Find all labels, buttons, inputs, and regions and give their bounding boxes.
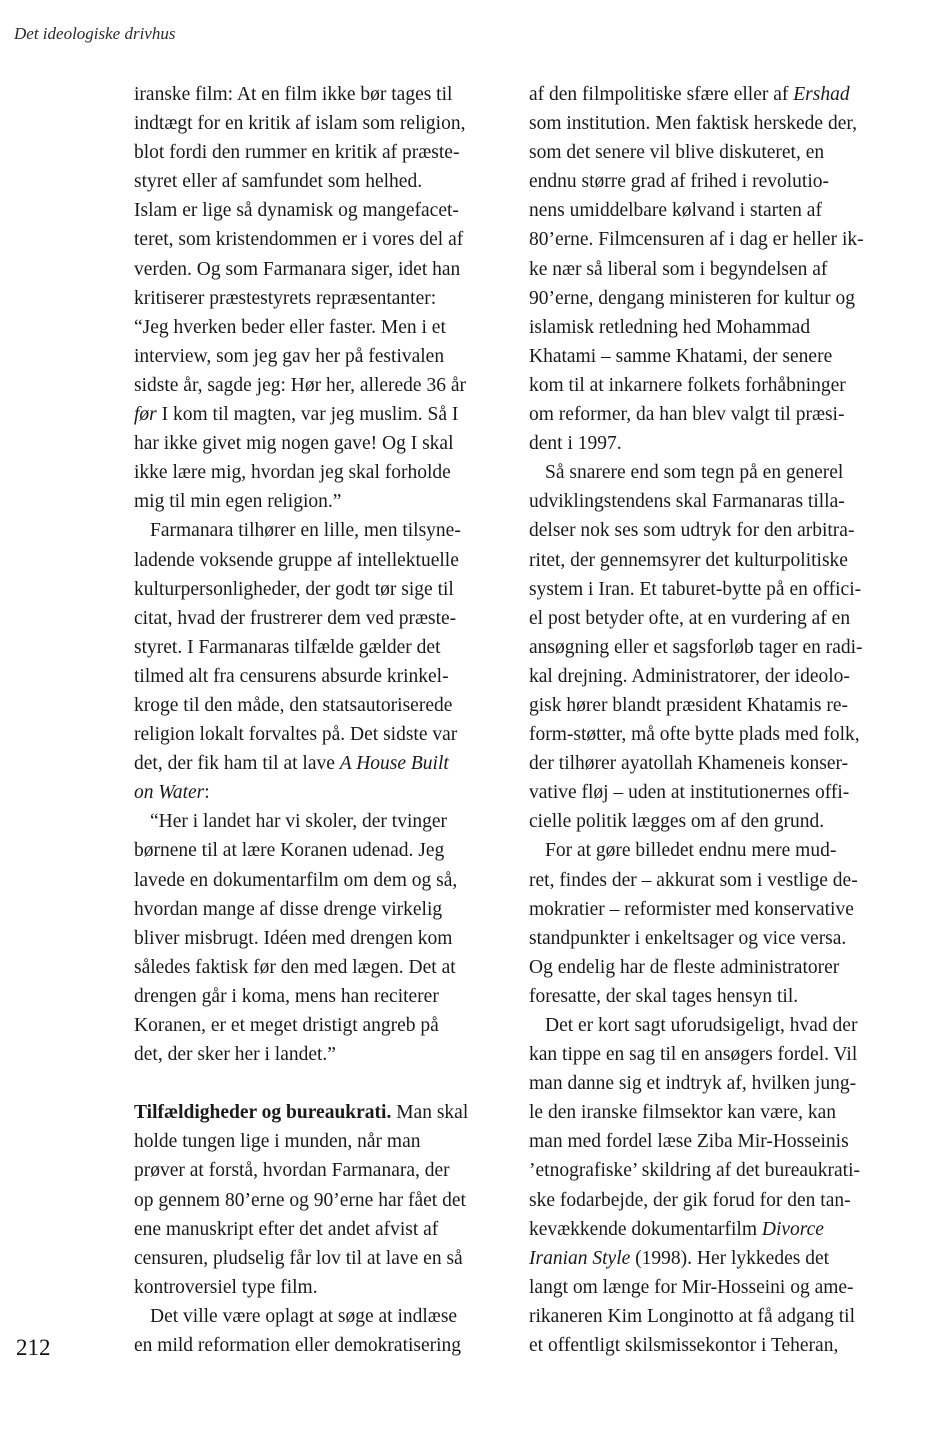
text-run: endnu større grad af frihed i revolutio- — [529, 171, 829, 193]
text-line — [529, 284, 893, 313]
text-run: Og endelig har de fleste administratorer — [529, 956, 840, 978]
text-line — [134, 924, 508, 953]
text-line — [529, 836, 893, 865]
text-line — [529, 1069, 893, 1098]
text-line — [134, 1040, 508, 1069]
text-run: ene manuskript efter det andet afvist af — [134, 1218, 439, 1240]
text-line — [134, 371, 508, 400]
left-text-column — [134, 80, 508, 1360]
text-run: 80’erne. Filmcensuren af i dag er heller ik- — [529, 229, 864, 251]
text-run: nens umiddelbare kølvand i starten af — [529, 200, 822, 222]
text-run: mig til min egen religion.” — [134, 491, 342, 513]
text-run: styret. I Farmanaras tilfælde gælder det — [134, 636, 441, 658]
text-line — [529, 1040, 893, 1069]
text-line — [134, 1186, 508, 1215]
text-run: Det ville være oplagt at søge at indlæse — [150, 1305, 458, 1327]
text-line — [529, 866, 893, 895]
section-heading: Tilfældigheder og bureaukrati. — [134, 1102, 392, 1124]
text-run: kal drejning. Administratorer, der ideolo- — [529, 665, 850, 687]
text-line — [134, 80, 508, 109]
text-run: ’etnografiske’ skildring af det bureaukrati- — [529, 1160, 861, 1182]
text-run: teret, som kristendommen er i vores del af — [134, 229, 464, 251]
text-line — [529, 429, 893, 458]
text-line — [529, 720, 893, 749]
text-run: kom til at inkarnere folkets forhåbninger — [529, 374, 846, 396]
text-line — [529, 342, 893, 371]
text-run: udviklingstendens skal Farmanaras tilla- — [529, 491, 845, 513]
text-run: Islam er lige så dynamisk og mangefacet- — [134, 200, 459, 222]
text-run: blot fordi den rummer en kritik af præste- — [134, 142, 460, 164]
italic-text: Ershad — [793, 84, 850, 105]
running-header: Det ideologiske drivhus — [14, 24, 176, 43]
text-run: cielle politik lægges om af den grund. — [529, 811, 825, 833]
text-line — [134, 487, 508, 516]
text-run: det, der fik ham til at lave — [134, 753, 340, 775]
text-run: indtægt for en kritik af islam som religion, — [134, 113, 466, 135]
text-line — [134, 1302, 508, 1331]
text-run: el post betyder ofte, at en vurdering af en — [529, 607, 851, 629]
text-line — [529, 225, 893, 254]
text-line — [529, 313, 893, 342]
text-line — [529, 1186, 893, 1215]
text-run: “Her i landet har vi skoler, der tvinger — [150, 811, 448, 833]
text-run: bliver misbrugt. Idéen med drengen kom — [134, 927, 453, 949]
text-run: af den filmpolitiske sfære eller af — [529, 84, 794, 105]
text-line — [529, 138, 893, 167]
text-line — [134, 516, 508, 545]
text-line — [529, 546, 893, 575]
text-run: ke nær så liberal som i begyndelsen af — [529, 258, 828, 280]
text-run: le den iranske filmsektor kan være, kan — [529, 1102, 837, 1124]
text-run: hvordan mange af disse drenge virkelig — [134, 898, 443, 920]
text-line — [134, 836, 508, 865]
text-line — [134, 196, 508, 225]
italic-text: Iranian Style — [529, 1247, 631, 1269]
text-run: det, der sker her i landet.” — [134, 1044, 336, 1066]
text-line — [134, 1215, 508, 1244]
text-run: : — [204, 782, 210, 804]
text-run: 90’erne, dengang ministeren for kultur og — [529, 287, 855, 309]
text-line — [134, 1331, 508, 1360]
text-line — [529, 371, 893, 400]
text-line — [529, 604, 893, 633]
text-line — [529, 1302, 893, 1331]
text-line — [134, 109, 508, 138]
text-line — [134, 225, 508, 254]
text-run: Det er kort sagt uforudsigeligt, hvad der — [545, 1015, 858, 1036]
text-run: ritet, der gennemsyrer det kulturpolitiske — [529, 549, 848, 571]
text-line — [134, 778, 508, 807]
text-line — [529, 633, 893, 662]
text-run: islamisk retledning hed Mohammad — [529, 316, 811, 338]
text-line — [134, 138, 508, 167]
text-run: interview, som jeg gav her på festivalen — [134, 345, 445, 367]
text-run: kan tippe en sag til en ansøgers fordel. Vil — [529, 1044, 858, 1066]
text-run: ske fodarbejde, der gik forud for den tan- — [529, 1189, 851, 1211]
text-line — [134, 400, 508, 429]
italic-text: Divorce — [761, 1218, 824, 1240]
text-run: form-støtter, må ofte bytte plads med folk, — [529, 724, 860, 746]
text-run: op gennem 80’erne og 90’erne har fået det — [134, 1189, 466, 1211]
text-line — [529, 80, 893, 109]
text-line — [134, 982, 508, 1011]
text-line — [134, 313, 508, 342]
text-line — [134, 1011, 508, 1040]
text-line — [529, 691, 893, 720]
text-line — [134, 429, 508, 458]
text-run: Farmanara tilhører en lille, men tilsyne- — [150, 520, 461, 542]
text-line — [134, 342, 508, 371]
text-line — [529, 1156, 893, 1185]
blank-line — [134, 1069, 508, 1098]
text-run: Khatami – samme Khatami, der senere — [529, 345, 833, 367]
text-run: lavede en dokumentarfilm om dem og så, — [134, 869, 458, 891]
text-line — [529, 167, 893, 196]
text-run: ret, findes der – akkurat som i vestlige de- — [529, 869, 858, 891]
text-run: kevækkende dokumentarfilm — [529, 1218, 762, 1240]
text-run: verden. Og som Farmanara siger, idet han — [134, 258, 461, 280]
text-line — [529, 196, 893, 225]
text-run: Koranen, er et meget dristigt angreb på — [134, 1015, 439, 1036]
text-line — [134, 691, 508, 720]
text-line — [134, 633, 508, 662]
text-run: delser nok ses som udtryk for den arbitra- — [529, 520, 855, 542]
text-run: styret eller af samfundet som helhed. — [134, 171, 423, 193]
italic-text: A House Built — [339, 753, 449, 775]
text-line — [529, 953, 893, 982]
text-run: For at gøre billedet endnu mere mud- — [545, 840, 837, 862]
text-run: prøver at forstå, hvordan Farmanara, der — [134, 1160, 450, 1182]
text-line — [529, 1215, 893, 1244]
text-run: foresatte, der skal tages hensyn til. — [529, 985, 799, 1007]
text-line — [529, 1331, 893, 1360]
text-line — [134, 458, 508, 487]
text-line — [134, 662, 508, 691]
text-run: Man skal — [391, 1102, 469, 1124]
text-run: religion lokalt forvaltes på. Det sidste var — [134, 724, 458, 746]
page-number: 212 — [16, 1335, 51, 1360]
text-line — [529, 400, 893, 429]
text-run: således faktisk før den med lægen. Det at — [134, 956, 456, 978]
text-line — [134, 953, 508, 982]
text-line — [529, 1011, 893, 1040]
text-line — [529, 982, 893, 1011]
text-line — [134, 546, 508, 575]
text-line — [529, 255, 893, 284]
text-line — [134, 1156, 508, 1185]
text-run: censuren, pludselig får lov til at lave en så — [134, 1247, 463, 1269]
text-run: dent i 1997. — [529, 433, 622, 455]
text-run: “Jeg hverken beder eller faster. Men i et — [134, 316, 446, 338]
italic-text: on Water — [134, 782, 205, 804]
text-line — [529, 807, 893, 836]
text-run: langt om længe for Mir-Hosseini og ame- — [529, 1276, 854, 1298]
text-run: ikke lære mig, hvordan jeg skal forholde — [134, 462, 451, 484]
text-run: kulturpersonligheder, der godt tør sige til — [134, 578, 454, 600]
text-line — [529, 458, 893, 487]
text-run: kritiserer præstestyrets repræsentanter: — [134, 287, 437, 309]
text-line — [134, 720, 508, 749]
text-run: har ikke givet mig nogen gave! Og I skal — [134, 433, 454, 455]
text-line — [134, 1273, 508, 1302]
text-run: ladende voksende gruppe af intellektuelle — [134, 549, 459, 571]
text-line — [529, 749, 893, 778]
text-run: gisk hører blandt præsident Khatamis re- — [529, 694, 848, 716]
italic-text: før — [134, 404, 157, 426]
text-run: drengen går i koma, mens han reciterer — [134, 985, 439, 1007]
text-line — [134, 604, 508, 633]
text-run: mokratier – reformister med konservative — [529, 898, 854, 920]
text-line — [529, 575, 893, 604]
text-line — [134, 284, 508, 313]
text-line — [529, 895, 893, 924]
text-run: et offentligt skilsmissekontor i Teheran, — [529, 1335, 839, 1357]
text-line — [134, 807, 508, 836]
right-text-column — [529, 80, 893, 1360]
text-run: (1998). Her lykkedes det — [630, 1247, 830, 1269]
text-line — [134, 866, 508, 895]
text-line — [134, 255, 508, 284]
text-run: ansøgning eller et sagsforløb tager en radi- — [529, 636, 863, 658]
text-line — [134, 167, 508, 196]
text-line — [529, 1127, 893, 1156]
text-run: vative fløj – uden at institutionernes offi- — [529, 782, 850, 804]
text-line — [134, 895, 508, 924]
text-run: holde tungen lige i munden, når man — [134, 1131, 421, 1153]
text-run: man med fordel læse Ziba Mir-Hosseinis — [529, 1131, 849, 1153]
text-run: man danne sig et indtryk af, hvilken jung- — [529, 1073, 857, 1095]
text-run: der tilhører ayatollah Khameneis konser- — [529, 753, 849, 775]
text-line — [529, 924, 893, 953]
text-line — [134, 1244, 508, 1273]
text-run: iranske film: At en film ikke bør tages til — [134, 84, 453, 105]
text-line — [134, 749, 508, 778]
text-run: sidste år, sagde jeg: Hør her, allerede 36 år — [134, 374, 466, 396]
text-run: som institution. Men faktisk herskede der, — [529, 113, 857, 135]
text-run: rikaneren Kim Longinotto at få adgang til — [529, 1305, 855, 1327]
text-line — [134, 1098, 508, 1127]
text-run: Så snarere end som tegn på en generel — [545, 462, 844, 484]
text-run: system i Iran. Et taburet-bytte på en offici- — [529, 578, 862, 600]
text-run: standpunkter i enkeltsager og vice versa. — [529, 927, 847, 949]
text-line — [529, 516, 893, 545]
text-line — [529, 778, 893, 807]
text-run: om reformer, da han blev valgt til præsi- — [529, 404, 845, 426]
text-run: tilmed alt fra censurens absurde krinkel- — [134, 665, 449, 687]
text-run: kontroversiel type film. — [134, 1276, 318, 1298]
text-run: I kom til magten, var jeg muslim. Så I — [156, 404, 459, 426]
text-run: børnene til at lære Koranen udenad. Jeg — [134, 840, 445, 862]
text-line — [529, 662, 893, 691]
text-run: en mild reformation eller demokratisering — [134, 1335, 462, 1357]
text-run: citat, hvad der frustrerer dem ved præste- — [134, 607, 457, 629]
text-line — [529, 1098, 893, 1127]
text-line — [529, 1273, 893, 1302]
text-run: som det senere vil blive diskuteret, en — [529, 142, 825, 164]
text-line — [134, 575, 508, 604]
text-line — [529, 487, 893, 516]
text-line — [529, 1244, 893, 1273]
text-line — [134, 1127, 508, 1156]
text-run: kroge til den måde, den statsautoriserede — [134, 694, 453, 716]
text-line — [529, 109, 893, 138]
